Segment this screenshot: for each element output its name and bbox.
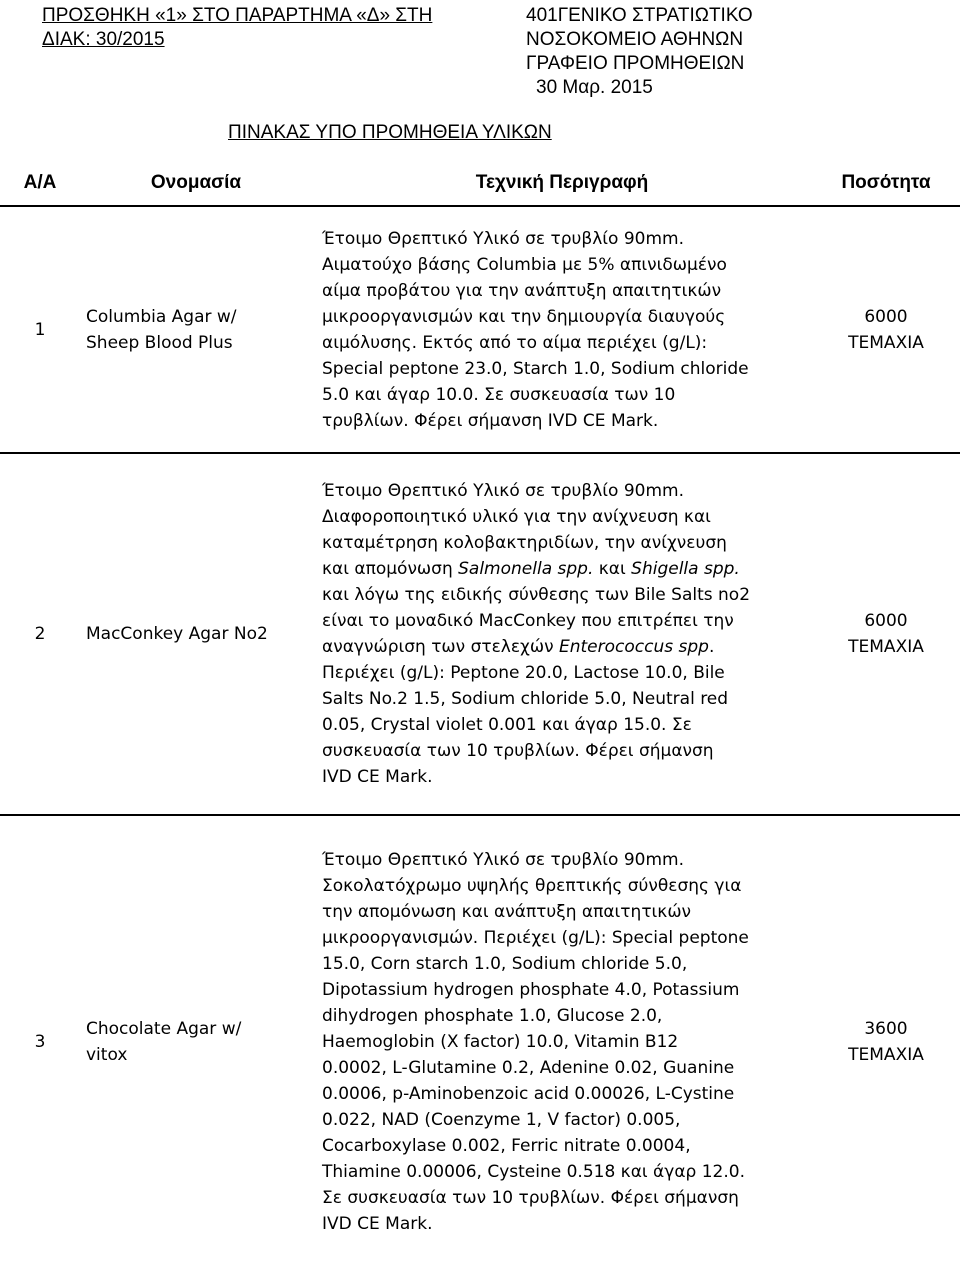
table-row bbox=[0, 206, 960, 453]
description-text: και απομόνωση bbox=[322, 559, 459, 579]
row-number: 1 bbox=[0, 206, 80, 453]
item-name-line: Chocolate Agar w/ bbox=[86, 1018, 242, 1039]
description-line: Cocarboxylase 0.002, Ferric nitrate 0.0004, bbox=[322, 1135, 691, 1156]
item-quantity bbox=[812, 815, 960, 1267]
table-header-row bbox=[0, 161, 960, 206]
issuer-line2: ΝΟΣΟΚΟΜΕΙΟ ΑΘΗΝΩΝ bbox=[526, 29, 744, 50]
item-description bbox=[312, 815, 812, 1267]
item-quantity bbox=[812, 453, 960, 815]
organism-name: Enterococcus spp bbox=[558, 637, 709, 657]
description-line: Σε συσκευασία των 10 τρυβλίων. Φέρει σήμανση bbox=[322, 1187, 739, 1208]
table-row bbox=[0, 815, 960, 1267]
description-line: την απομόνωση και ανάπτυξη απαιτητικών bbox=[322, 901, 692, 922]
description-line: 0.05, Crystal violet 0.001 και άγαρ 15.0. Σε bbox=[322, 715, 692, 735]
description-line: Περιέχει (g/L): Peptone 20.0, Lactose 10.0, Bile bbox=[322, 663, 725, 683]
description-line: μικροοργανισμών. Περιέχει (g/L): Special peptone bbox=[322, 927, 749, 948]
column-header-description: Τεχνική Περιγραφή bbox=[312, 161, 812, 206]
description-line bbox=[322, 556, 812, 582]
description-line: είναι το μοναδικό MacConkey που επιτρέπει την bbox=[322, 611, 734, 631]
issuer-line3: ΓΡΑΦΕΙΟ ΠΡΟΜΗΘΕΙΩΝ bbox=[526, 53, 745, 74]
quantity-value: 3600 bbox=[864, 1018, 908, 1039]
description-line: IVD CE Mark. bbox=[322, 1213, 433, 1234]
description-line: dihydrogen phosphate 1.0, Glucose 2.0, bbox=[322, 1005, 663, 1026]
row-number: 3 bbox=[34, 1031, 46, 1052]
item-name bbox=[80, 453, 312, 815]
description-line: αιμόλυσης. Εκτός από το αίμα περιέχει (g/L): bbox=[322, 332, 708, 353]
annex-reference bbox=[42, 4, 512, 52]
issuer-block bbox=[526, 4, 826, 100]
description-line: 5.0 και άγαρ 10.0. Σε συσκευασία των 10 bbox=[322, 384, 676, 405]
quantity-unit: ΤΕΜΑΧΙΑ bbox=[848, 332, 924, 353]
description-line: Αιματούχο βάσης Columbia με 5% απινιδωμένο bbox=[322, 254, 727, 275]
item-name-line: Sheep Blood Plus bbox=[86, 332, 233, 353]
issuer-line1: 401ΓΕΝΙΚΟ ΣΤΡΑΤΙΩΤΙΚΟ bbox=[526, 5, 753, 26]
description-line: αίμα προβάτου για την ανάπτυξη απαιτητικών bbox=[322, 280, 722, 301]
description-line bbox=[322, 634, 812, 660]
document-date: 30 Μαρ. 2015 bbox=[536, 77, 653, 98]
description-line: 0.0006, p-Aminobenzoic acid 0.00026, L-Cystine bbox=[322, 1083, 735, 1104]
description-line: Salts No.2 1.5, Sodium chloride 5.0, Neutral red bbox=[322, 689, 729, 709]
description-text: και bbox=[593, 559, 632, 579]
table-row bbox=[0, 453, 960, 815]
description-line: τρυβλίων. Φέρει σήμανση IVD CE Mark. bbox=[322, 410, 659, 431]
description-line: Thiamine 0.00006, Cysteine 0.518 και άγαρ 12.0. bbox=[322, 1161, 745, 1182]
item-name-line: Columbia Agar w/ bbox=[86, 306, 237, 327]
annex-reference-line2: ΔΙΑΚ: 30/2015 bbox=[42, 29, 165, 50]
item-quantity bbox=[812, 206, 960, 453]
item-name bbox=[80, 206, 312, 453]
description-line: Έτοιμο Θρεπτικό Υλικό σε τρυβλίο 90mm. bbox=[322, 228, 684, 249]
description-text: αναγνώριση των στελεχών bbox=[322, 637, 559, 657]
organism-name: Shigella spp. bbox=[631, 559, 740, 579]
quantity-value: 6000 bbox=[864, 306, 908, 327]
description-line: IVD CE Mark. bbox=[322, 767, 433, 787]
item-description bbox=[312, 206, 812, 453]
description-line: Έτοιμο Θρεπτικό Υλικό σε τρυβλίο 90mm. bbox=[322, 481, 684, 501]
description-text: . bbox=[708, 637, 715, 657]
description-line: Διαφοροποιητικό υλικό για την ανίχνευση και bbox=[322, 507, 711, 527]
description-line: 0.0002, L-Glutamine 0.2, Adenine 0.02, Guanine bbox=[322, 1057, 735, 1078]
item-name-line: vitox bbox=[86, 1044, 128, 1065]
item-name-line: MacConkey Agar No2 bbox=[86, 624, 268, 644]
organism-name: Salmonella spp. bbox=[458, 559, 594, 579]
row-number: 2 bbox=[0, 453, 80, 815]
description-line: Σοκολατόχρωμο υψηλής θρεπτικής σύνθεσης για bbox=[322, 875, 742, 896]
description-line: καταμέτρηση κολοβακτηριδίων, την ανίχνευση bbox=[322, 533, 727, 553]
column-header-aa: Α/Α bbox=[0, 161, 80, 206]
quantity-unit: ΤΕΜΑΧΙΑ bbox=[848, 637, 924, 657]
description-line: Dipotassium hydrogen phosphate 4.0, Potassium bbox=[322, 979, 740, 1000]
description-line: 15.0, Corn starch 1.0, Sodium chloride 5.0, bbox=[322, 953, 688, 974]
description-line: 0.022, NAD (Coenzyme 1, V factor) 0.005, bbox=[322, 1109, 681, 1130]
item-description bbox=[312, 453, 812, 815]
description-line: Έτοιμο Θρεπτικό Υλικό σε τρυβλίο 90mm. bbox=[322, 849, 684, 870]
description-line: Haemoglobin (X factor) 10.0, Vitamin B12 bbox=[322, 1031, 679, 1052]
column-header-name: Ονομασία bbox=[80, 161, 312, 206]
supplies-table bbox=[0, 161, 960, 1267]
quantity-value: 6000 bbox=[864, 611, 908, 631]
description-line: Special peptone 23.0, Starch 1.0, Sodium chloride bbox=[322, 358, 749, 379]
description-line: συσκευασία των 10 τρυβλίων. Φέρει σήμανση bbox=[322, 741, 714, 761]
document-title: ΠΙΝΑΚΑΣ ΥΠΟ ΠΡΟΜΗΘΕΙΑ ΥΛΙΚΩΝ bbox=[228, 122, 552, 143]
annex-reference-line1: ΠΡΟΣΘΗΚΗ «1» ΣΤΟ ΠΑΡΑΡΤΗΜΑ «Δ» ΣΤΗ bbox=[42, 5, 433, 26]
column-header-quantity: Ποσότητα bbox=[812, 161, 960, 206]
description-line: και λόγω της ειδικής σύνθεσης των Bile Salts no2 bbox=[322, 585, 751, 605]
quantity-unit: ΤΕΜΑΧΙΑ bbox=[848, 1044, 924, 1065]
item-name bbox=[80, 815, 312, 1267]
description-line: μικροοργανισμών και την δημιουργία διαυγούς bbox=[322, 306, 726, 327]
